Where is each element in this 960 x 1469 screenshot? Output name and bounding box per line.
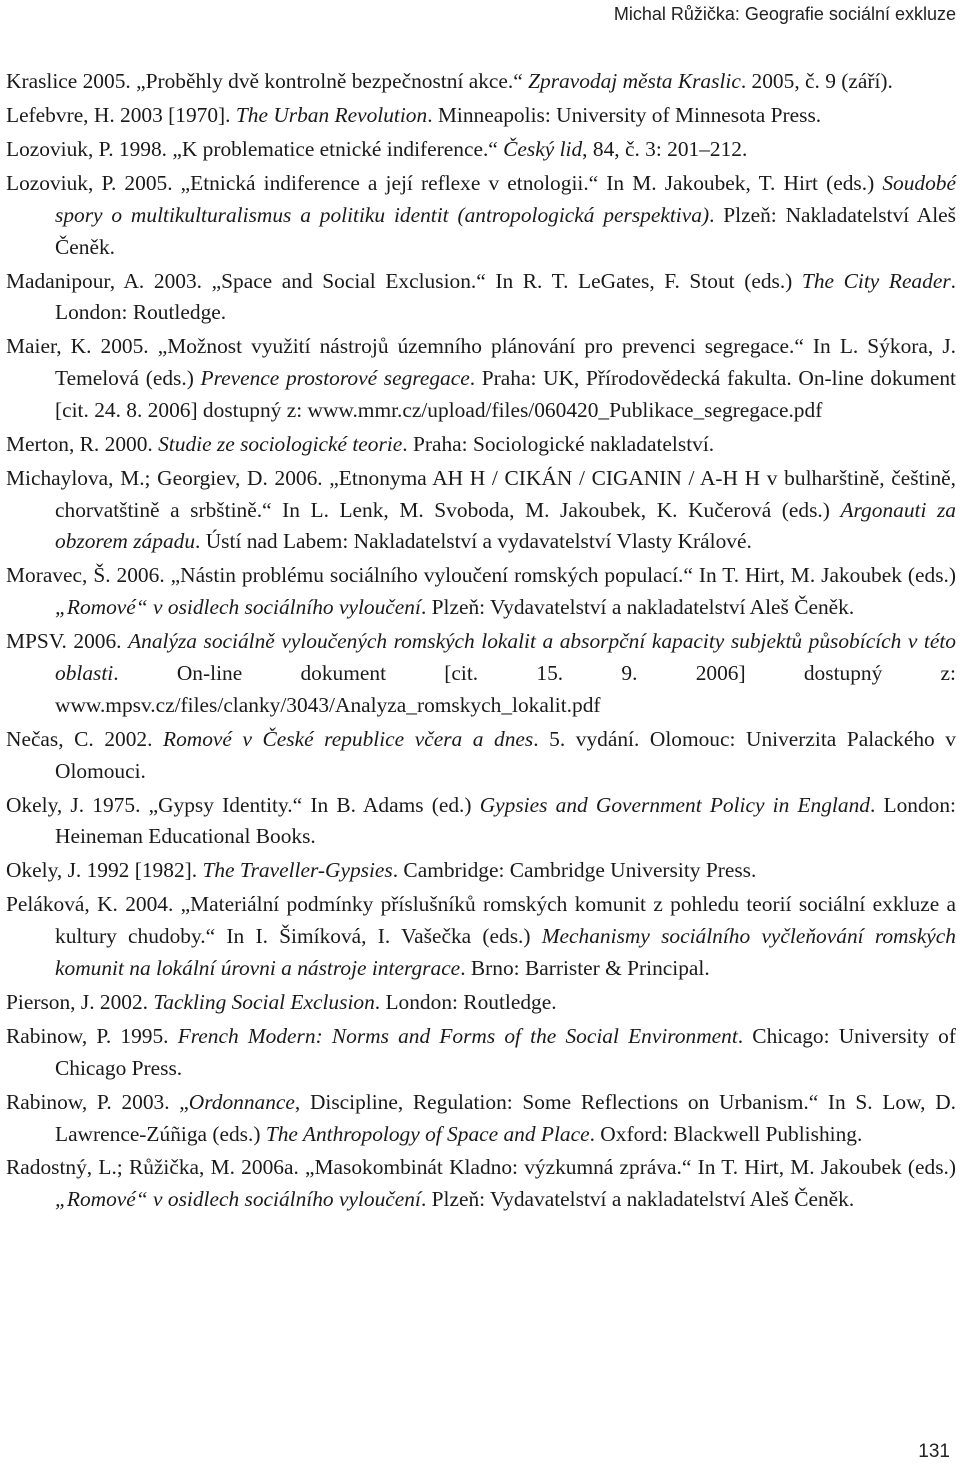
reference-text: Kraslice 2005. „Proběhly dvě kontrolně bezpečnostní akce.“: [6, 69, 529, 93]
reference-title: „Romové“ v osidlech sociálního vyloučení: [55, 595, 421, 620]
reference-entry: [6, 134, 956, 166]
reference-title: The Urban Revolution: [235, 102, 428, 127]
reference-text: . London: Routledge.: [55, 268, 957, 325]
reference-title: Prevence prostorové segregace: [200, 366, 470, 391]
reference-title: Argonauti za obzorem západu: [55, 497, 956, 554]
reference-title: Studie ze sociologické teorie: [158, 431, 403, 456]
reference-text: Madanipour, A. 2003. „Space and Social Exclusion.“ In R. T. LeGates, F. Stout (eds.): [6, 268, 802, 293]
reference-text: Lozoviuk, P. 1998. „K problematice etnické indiference.“: [6, 136, 504, 161]
reference-title: The Anthropology of Space and Place: [265, 1121, 590, 1146]
reference-title: The Traveller-Gypsies: [202, 858, 393, 883]
reference-text: . London: Routledge.: [374, 989, 557, 1014]
reference-text: . Chicago: University of Chicago Press.: [55, 1023, 956, 1080]
reference-title: Tackling Social Exclusion: [153, 989, 375, 1014]
reference-text: Radostný, L.; Růžička, M. 2006a. „Masokombinát Kladno: výzkumná zpráva.“ In T. Hirt, M. Jakoubek (eds.): [6, 1155, 956, 1180]
reference-entry: [6, 855, 956, 887]
reference-text: . Minneapolis: University of Minnesota Press.: [427, 102, 822, 127]
reference-text: Okely, J. 1992 [1982].: [6, 858, 203, 883]
reference-title: Gypsies and Government Policy in England: [479, 792, 870, 817]
reference-text: . 5. vydání. Olomouc: Univerzita Palackého v Olomouci.: [55, 726, 956, 783]
reference-entry: [6, 463, 956, 558]
reference-entry: [6, 100, 956, 132]
reference-text: Rabinow, P. 1995.: [6, 1023, 178, 1048]
reference-entry: [6, 1021, 956, 1085]
reference-entry: [6, 168, 956, 263]
reference-entry: [6, 626, 956, 721]
reference-entry: [6, 724, 956, 788]
reference-entry: [6, 987, 956, 1019]
reference-text: Michaylova, M.; Georgiev, D. 2006. „Etnonyma AH H / CIKÁN / CIGANIN / A-H H v bulharštině, češtině, chorvatštině a srbštině.“ In L. Lenk, M. Svoboda, M. Jakoubek, K. Kučerová (eds.): [6, 465, 956, 522]
reference-text: . Praha: Sociologické nakladatelství.: [402, 431, 715, 456]
reference-text: . On-line dokument [cit. 15. 9. 2006] dostupný z: www.mpsv.cz/files/clanky/3043/Analyza_romskych_lokalit.pdf: [55, 661, 956, 717]
reference-text: Lozoviuk, P. 2005. „Etnická indiference a její reflexe v etnologii.“ In M. Jakoubek, T. Hirt (eds.): [6, 170, 883, 195]
reference-title: Analýza sociálně vyloučených romských lokalit a absorpční kapacity subjektů působících v této oblasti: [55, 629, 956, 686]
reference-text: . 2005, č. 9 (září).: [740, 69, 893, 93]
reference-text: Peláková, K. 2004. „Materiální podmínky příslušníků romských komunit z pohledu teorií sociální exkluze a kultury chudoby.“ In I. Šimíková, I. Vašečka (eds.): [6, 892, 956, 949]
reference-list: [6, 66, 956, 1216]
reference-text: . Oxford: Blackwell Publishing.: [589, 1121, 863, 1146]
reference-text: Pierson, J. 2002.: [6, 989, 154, 1014]
reference-entry: [6, 429, 956, 461]
reference-text: Nečas, C. 2002.: [6, 726, 164, 751]
reference-text: , 84, č. 3: 201–212.: [582, 136, 748, 161]
reference-entry: [6, 331, 956, 426]
running-header: Michal Růžička: Geografie sociální exkluze: [613, 4, 956, 24]
reference-text: . Cambridge: Cambridge University Press.: [392, 858, 757, 883]
reference-text: . Plzeň: Vydavatelství a nakladatelství Aleš Čeněk.: [420, 595, 855, 620]
reference-text: , Discipline, Regulation: Some Reflections on Urbanism.“ In S. Low, D. Lawrence-Zúñiga (eds.): [55, 1089, 956, 1146]
reference-text: Maier, K. 2005. „Možnost využití nástrojů územního plánování pro prevenci segregace.“ In L. Sýkora, J. Temelová (eds.): [6, 334, 956, 391]
reference-text: . Plzeň: Nakladatelství Aleš Čeněk.: [55, 202, 956, 259]
reference-entry: [6, 266, 956, 330]
reference-text: MPSV. 2006.: [6, 629, 129, 654]
reference-title: Romové v České republice včera a dnes: [163, 726, 534, 751]
reference-text: . Ústí nad Labem: Nakladatelství a vydavatelství Vlasty Králové.: [195, 529, 752, 554]
reference-title: Soudobé spory o multikulturalismus a politiku identit (antropologická perspektiva): [55, 170, 956, 227]
page-number: 131: [918, 1441, 950, 1462]
reference-title: French Modern: Norms and Forms of the Social Environment: [177, 1023, 738, 1048]
reference-title: Zpravodaj města Kraslic: [528, 69, 741, 93]
reference-title: Mechanismy sociálního vyčleňování romských komunit na lokální úrovni a nástroje intergrace: [55, 924, 956, 980]
reference-text: . Brno: Barrister & Principal.: [460, 955, 710, 980]
reference-text: Okely, J. 1975. „Gypsy Identity.“ In B. Adams (ed.): [6, 792, 480, 817]
reference-title: Český lid: [503, 136, 583, 161]
reference-title: The City Reader: [801, 268, 951, 293]
reference-entry: [6, 560, 956, 624]
reference-title: „Romové“ v osidlech sociálního vyloučení: [55, 1187, 421, 1212]
reference-text: Rabinow, P. 2003. „: [6, 1089, 189, 1114]
reference-entry: [6, 1087, 956, 1151]
reference-text: Merton, R. 2000.: [6, 431, 159, 456]
reference-text: Lefebvre, H. 2003 [1970].: [6, 102, 236, 127]
reference-entry: [6, 1152, 956, 1216]
reference-entry: [6, 790, 956, 854]
reference-title: Ordonnance: [188, 1089, 295, 1114]
reference-text: . Praha: UK, Přírodovědecká fakulta. On-line dokument [cit. 24. 8. 2006] dostupný z: www.mmr.cz/upload/files/060420_Publikace_segregace.pdf: [55, 366, 956, 422]
reference-entry: [6, 66, 956, 98]
reference-text: . London: Heineman Educational Books.: [55, 792, 956, 849]
reference-entry: [6, 889, 956, 984]
reference-text: Moravec, Š. 2006. „Nástin problému sociálního vyloučení romských populací.“ In T. Hirt, M. Jakoubek (eds.): [6, 563, 956, 588]
reference-text: . Plzeň: Vydavatelství a nakladatelství Aleš Čeněk.: [420, 1187, 855, 1212]
